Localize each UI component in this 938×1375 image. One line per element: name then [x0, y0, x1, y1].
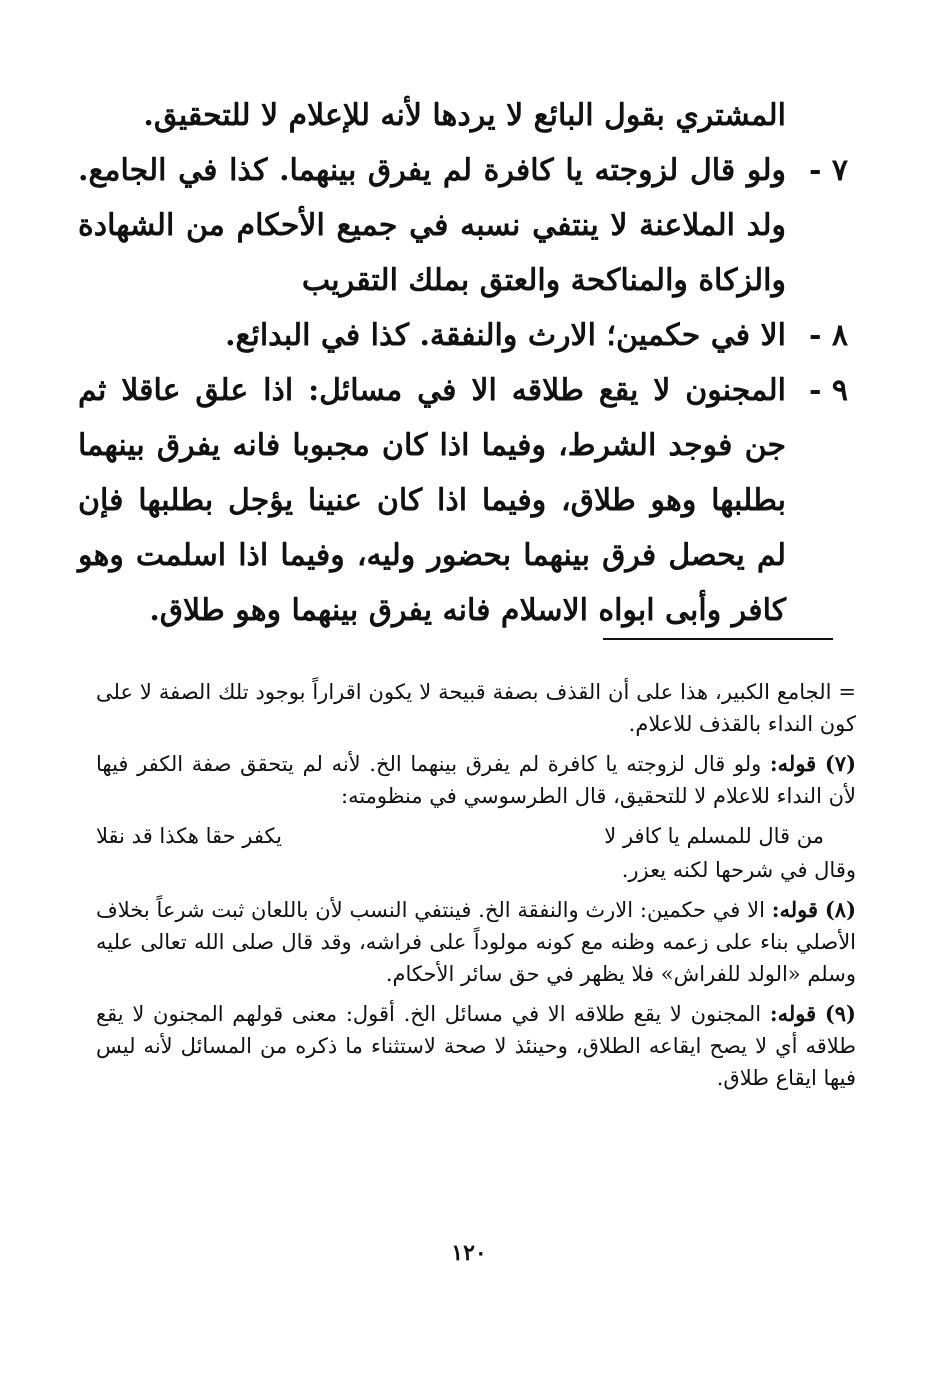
- footnote-9: [96, 998, 856, 1094]
- main-text: [78, 88, 848, 638]
- item-8: [78, 308, 848, 363]
- page-number: ١٢٠: [451, 1240, 487, 1266]
- verse-line: [96, 820, 856, 852]
- footnote-ref: (٧): [824, 751, 857, 776]
- item-text: المجنون لا يقع طلاقه الا في مسائل: اذا علق عاقلا ثم جن فوجد الشرط، وفيما اذا كان مجبوبا فانه يفرق بينهما بطلبها وهو طلاق، وفيما اذا كان عنينا يؤجل بطلبها فإن لم يحصل فرق بينهما بحضور وليه، وفيما اذا اسلمت وهو كافر وأبى ابواه الاسلام فانه يفرق بينهما وهو طلاق.: [78, 373, 786, 628]
- footnote-7-after: وقال في شرحها لكنه يعزر.: [621, 858, 856, 882]
- intro-line: المشتري بقول البائع لا يردها لأنه للإعلام لا للتحقيق.: [143, 98, 786, 133]
- item-text: ولو قال لزوجته يا كافرة لم يفرق بينهما. كذا في الجامع. ولد الملاعنة لا ينتفي نسبه في جميع الأحكام من الشهادة والزكاة والمناكحة والعتق بملك التقريب: [78, 153, 786, 298]
- footnote-text: الا في حكمين: الارث والنفقة الخ. فينتفي النسب لأن باللعان ثبت شرعاً بخلاف الأصلي بناء على زعمه وظنه مع كونه مولوداً على فراشه، وقد قال صلى الله تعالى عليه وسلم «الولد للفراش» فلا يظهر في حق سائر الأحكام.: [96, 898, 856, 986]
- item-number: ٩ -: [808, 373, 848, 408]
- footnote-8: [96, 894, 856, 990]
- verse-first-hemistich: من قال للمسلم يا كافر لا: [604, 824, 824, 848]
- item-9: [78, 363, 848, 638]
- item-7: [78, 143, 848, 308]
- footnote-ref: (٨): [824, 897, 856, 922]
- footnote-ref: (٩): [824, 1001, 856, 1026]
- verse-second-hemistich: يكفر حقا هكذا قد نقلا: [96, 824, 282, 848]
- footnote-continuation: = الجامع الكبير، هذا على أن القذف بصفة قبيحة لا يكون اقراراً بوجود تلك الصفة لا على كون النداء بالقذف للاعلام.: [96, 680, 856, 736]
- footnotes: [96, 676, 856, 1102]
- item-number: ٧ -: [808, 153, 848, 188]
- footnote-text: المجنون لا يقع طلاقه الا في مسائل الخ. أقول: معنى قولهم المجنون لا يقع طلاقه أي لا يصح ايقاعه الطلاق، وحينئذ لا صحة لاستثناء ما ذكره من المسائل لأنه ليس فيها ايقاع طلاق.: [96, 1002, 856, 1090]
- footnote-separator: [603, 638, 833, 640]
- footnote-label: قوله:: [769, 751, 817, 776]
- footnote-7: [96, 748, 856, 812]
- item-text: الا في حكمين؛ الارث والنفقة. كذا في البدائع.: [225, 318, 786, 353]
- footnote-label: قوله:: [771, 897, 819, 922]
- item-number: ٨ -: [808, 318, 848, 353]
- footnote-label: قوله:: [769, 1001, 817, 1026]
- footnote-text: ولو قال لزوجته يا كافرة لم يفرق بينهما الخ. لأنه لم يتحقق صفة الكفر فيها لأن النداء للاعلام لا للتحقيق، قال الطرسوسي في منظومته:: [96, 752, 856, 808]
